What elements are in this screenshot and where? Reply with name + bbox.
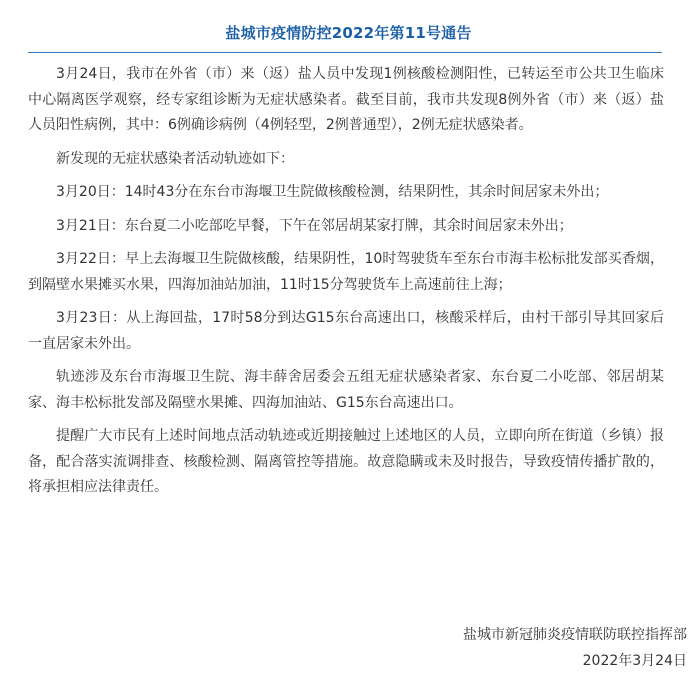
paragraph-march-20: 3月20日：14时43分在东台市海堰卫生院做核酸检测，结果阴性，其余时间居家未外出； (56, 184, 609, 200)
paragraph-march-23: 3月23日：从上海回盐，17时58分到达G15东台高速出口，核酸采样后，由村干部引导其回家后一直居家未外出。 (28, 310, 664, 352)
signature-date: 2022年3月24日 (582, 653, 687, 669)
signature-organization: 盐城市新冠肺炎疫情联防联控指挥部 (463, 627, 687, 643)
paragraph-locations: 轨迹涉及东台市海堰卫生院、海丰薛舍居委会五组无症状感染者家、东台夏二小吃部、邻居胡某家、海丰松标批发部及隔壁水果摊、四海加油站、G15东台高速出口。 (28, 369, 664, 411)
paragraph-reminder: 提醒广大市民有上述时间地点活动轨迹或近期接触过上述地区的人员，立即向所在街道（乡镇）报备，配合落实流调排查、核酸检测、隔离管控等措施。故意隐瞒或未及时报告，导致疫情传播扩散的，将承担相应法律责任。 (28, 428, 664, 495)
paragraph-march-21: 3月21日：东台夏二小吃部吃早餐，下午在邻居胡某家打牌，其余时间居家未外出； (56, 217, 573, 234)
title-divider (28, 52, 662, 53)
notice-title: 盐城市疫情防控2022年第11号通告 (225, 24, 472, 42)
paragraph-march-22: 3月22日：早上去海堰卫生院做核酸，结果阴性，10时驾驶货车至东台市海丰松标批发部买香烟，到隔壁水果摊买水果，四海加油站加油，11时15分驾驶货车上高速前往上海； (28, 251, 664, 293)
notice-body (28, 62, 664, 509)
paragraph-summary: 3月24日，我市在外省（市）来（返）盐人员中发现1例核酸检测阳性，已转运至市公共卫生临床中心隔离医学观察，经专家组诊断为无症状感染者。截至目前，我市共发现8例外省（市）来（返）盐人员阳性病例，其中：6例确诊病例（4例轻型，2例普通型），2例无症状感染者。 (28, 66, 664, 133)
paragraph-trajectory-intro: 新发现的无症状感染者活动轨迹如下： (56, 150, 294, 167)
